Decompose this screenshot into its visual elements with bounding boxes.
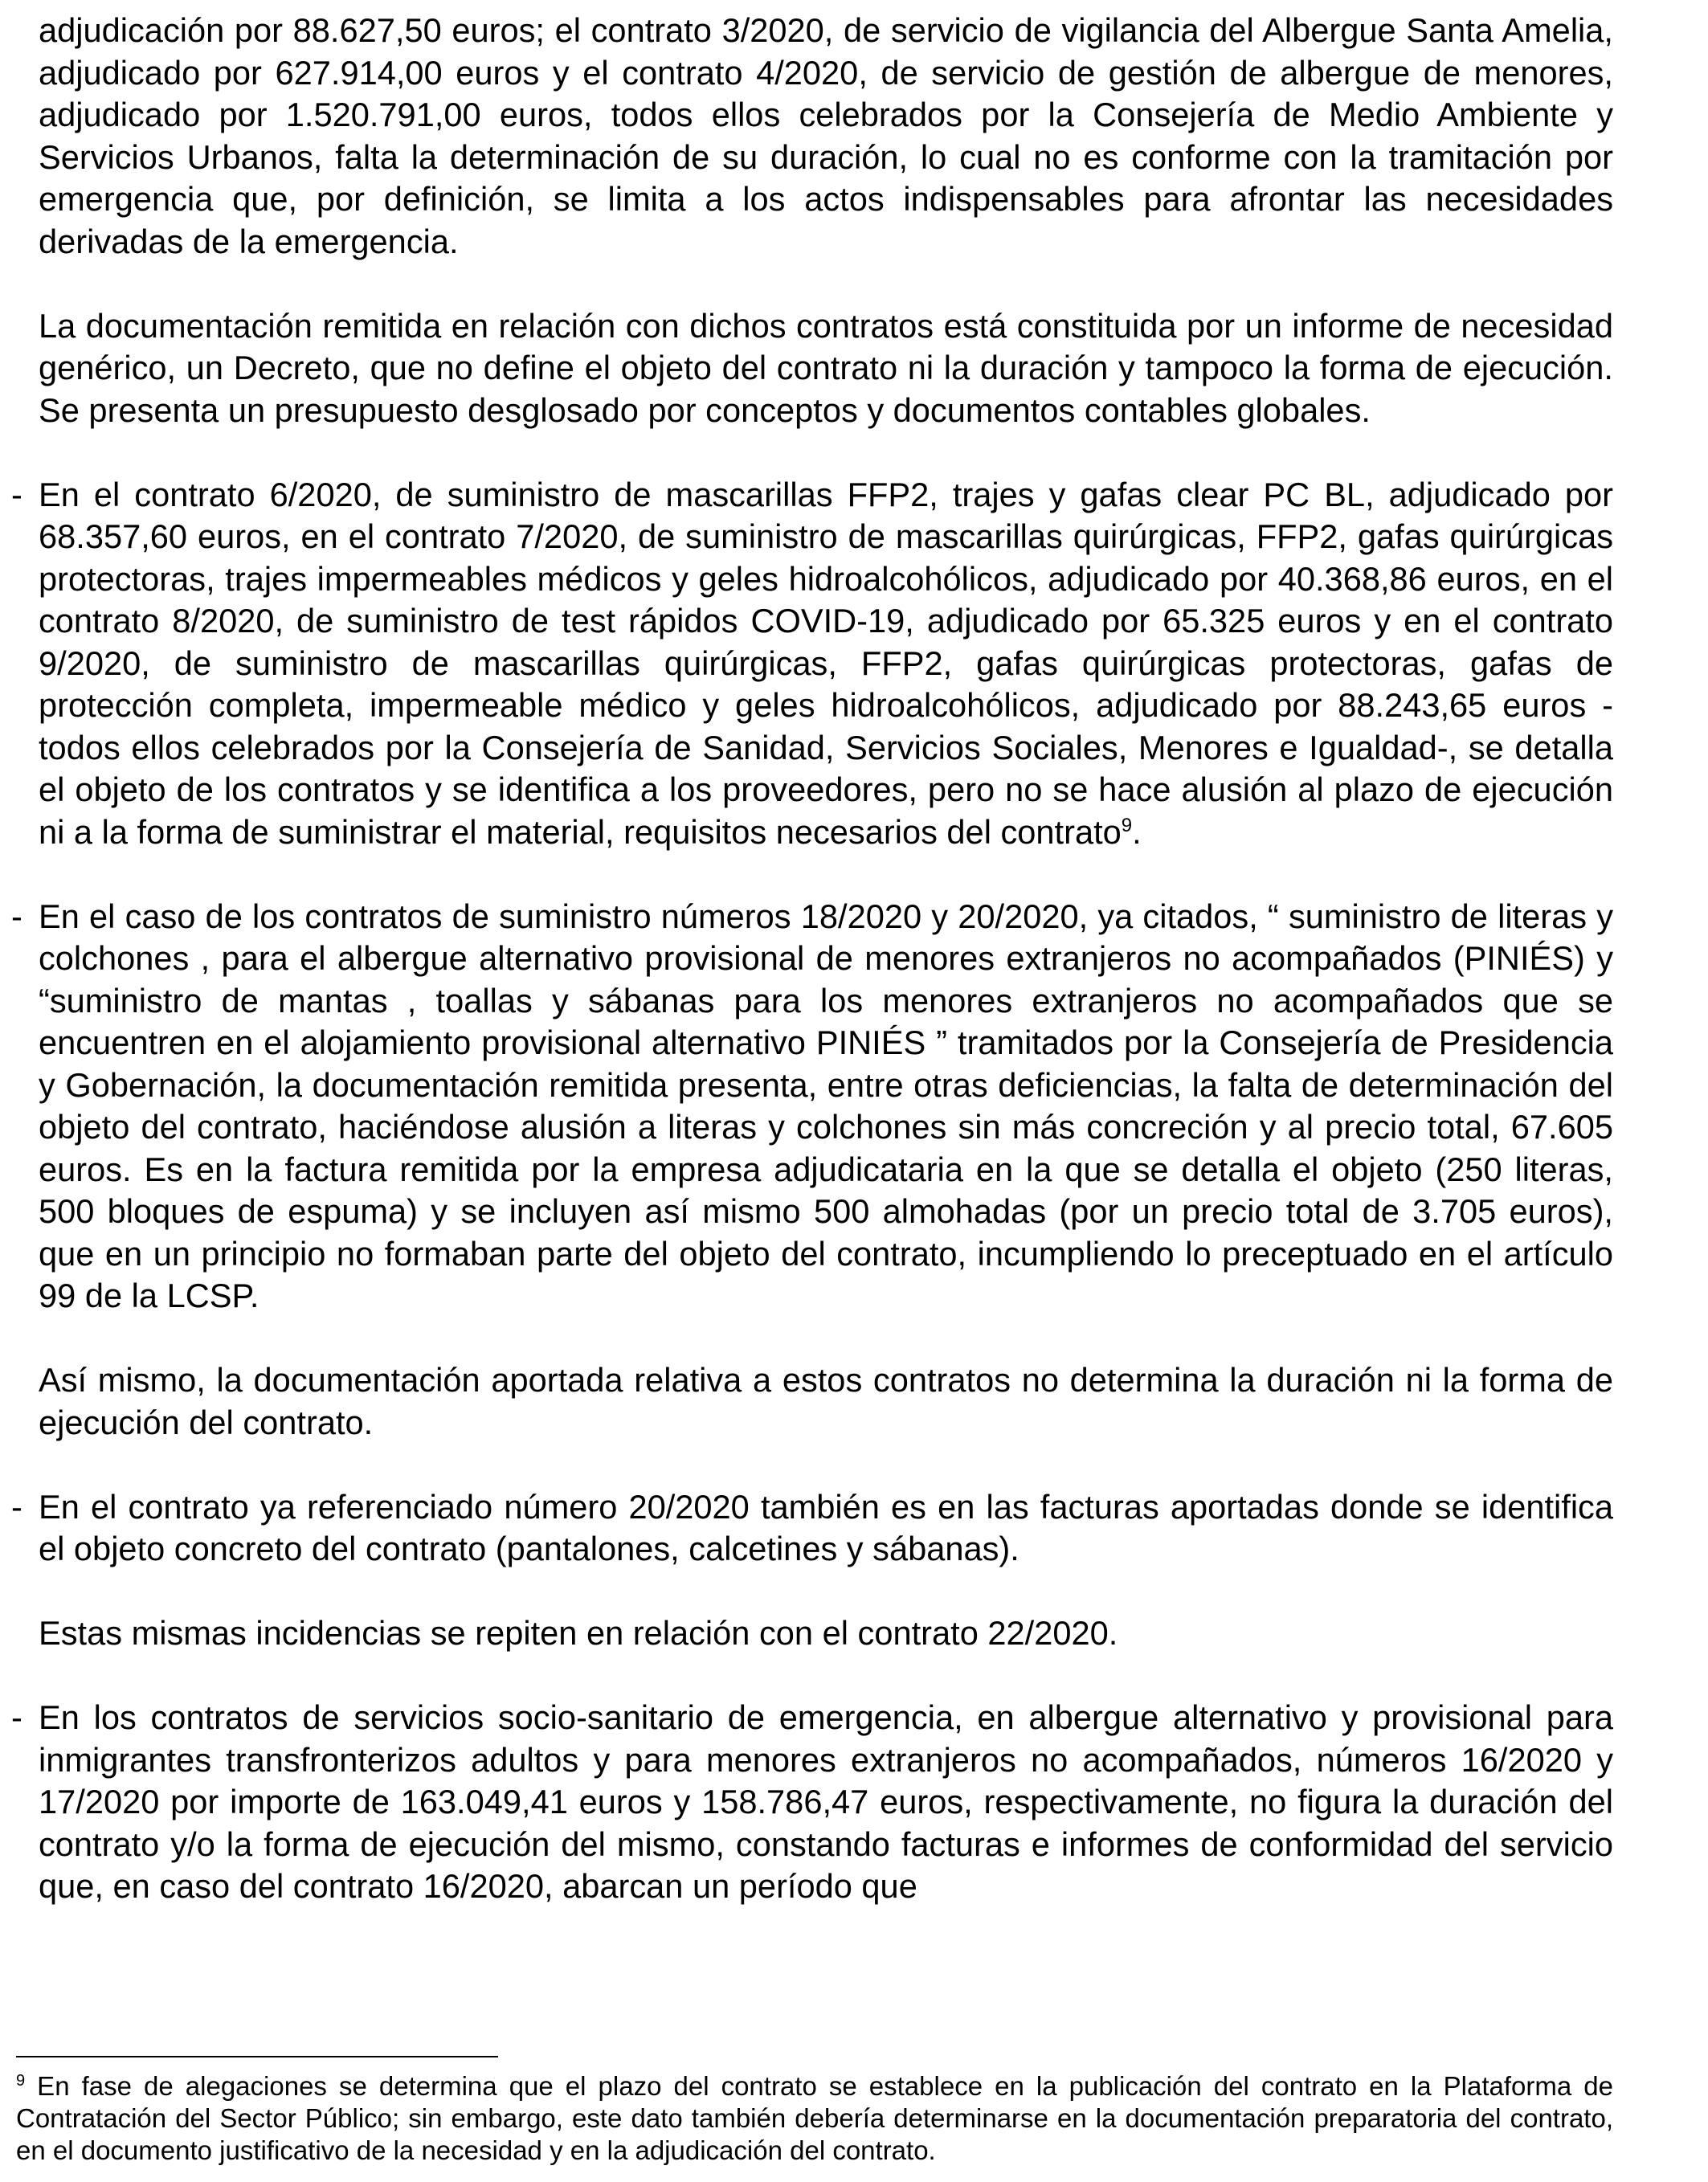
paragraph-contract-22-2020: Estas mismas incidencias se repiten en relación con el contrato 22/2020.	[39, 1614, 1118, 1652]
footnote-separator	[16, 2056, 498, 2057]
list-dash: -	[11, 475, 22, 513]
paragraph-emergency-duration: adjudicación por 88.627,50 euros; el contrato 3/2020, de servicio de vigilancia del Albergue Santa Amelia, adjudicado por 627.914,00 euros y el contrato 4/2020, de servicio de gestión de albergue de menores, adjudicado por 1.520.791,00 euros, todos ellos celebrados por la Consejería de Medio Ambiente y Servicios Urbanos, falta la determinación de su duración, lo cual no es conforme con la tramitación por emergencia que, por definición, se limita a los actos indispensables para afrontar las necesidades derivadas de la emergencia.	[39, 11, 1613, 260]
list-item-contract-20-2020	[11, 1486, 1613, 1571]
list-item-text: En el contrato ya referenciado número 20/2020 también es en las facturas aportadas donde se identifica el objeto concreto del contrato (pantalones, calcetines y sábanas).	[39, 1487, 1613, 1567]
list-item-text-end: .	[1132, 812, 1142, 851]
document-body	[11, 10, 1613, 1950]
footnote-text: En fase de alegaciones se determina que el plazo del contrato se establece en la publicación del contrato en la Plataforma de Contratación del Sector Público; sin embargo, este dato también debería determinarse en la documentación preparatoria del contrato, en el documento justificativo de la necesidad y en la adjudicación del contrato.	[16, 2071, 1613, 2165]
paragraph-execution-form: Así mismo, la documentación aportada relativa a estos contratos no determina la duración ni la forma de ejecución del contrato.	[39, 1361, 1613, 1441]
footnote-number: 9	[16, 2072, 26, 2090]
list-item-text: En el caso de los contratos de suministro números 18/2020 y 20/2020, ya citados, “ suministro de literas y colchones , para el albergue alternativo provisional de menores extranjeros no acompañados (PINIÉS) y “suministro de mantas , toallas y sábanas para los menores extranjeros no acompañados que se encuentren en el alojamiento provisional alternativo PINIÉS ” tramitados por la Consejería de Presidencia y Gobernación, la documentación remitida presenta, entre otras deficiencias, la falta de determinación del objeto del contrato, haciéndose alusión a literas y colchones sin más concreción y al precio total, 67.605 euros. Es en la factura remitida por la empresa adjudicataria en la que se detalla el objeto (250 literas, 500 bloques de espuma) y se incluyen así mismo 500 almohadas (por un precio total de 3.705 euros), que en un principio no formaban parte del objeto del contrato, incumpliendo lo preceptuado en el artículo 99 de la LCSP.	[39, 897, 1613, 1314]
list-dash: -	[11, 1698, 22, 1736]
paragraph-documentation: La documentación remitida en relación con dichos contratos está constituida por un informe de necesidad genérico, un Decreto, que no define el objeto del contrato ni la duración y tampoco la forma de ejecución. Se presenta un presupuesto desglosado por conceptos y documentos contables globales.	[39, 306, 1613, 429]
footnote	[16, 2070, 1613, 2167]
footnote-reference[interactable]: 9	[1121, 814, 1133, 836]
list-item-socio-sanitario-contracts	[11, 1697, 1613, 1908]
list-dash: -	[11, 1487, 22, 1526]
list-item-text: En los contratos de servicios socio-sanitario de emergencia, en albergue alternativo y provisional para inmigrantes transfronterizos adultos y para menores extranjeros no acompañados, números 16/2020 y 17/2020 por importe de 163.049,41 euros y 158.786,47 euros, respectivamente, no figura la duración del contrato y/o la forma de ejecución del mismo, constando facturas e informes de conformidad del servicio que, en caso del contrato 16/2020, abarcan un período que	[39, 1698, 1613, 1905]
list-item-text: En el contrato 6/2020, de suministro de mascarillas FFP2, trajes y gafas clear PC BL, adjudicado por 68.357,60 euros, en el contrato 7/2020, de suministro de mascarillas quirúrgicas, FFP2, gafas quirúrgicas protectoras, trajes impermeables médicos y geles hidroalcohólicos, adjudicado por 40.368,86 euros, en el contrato 8/2020, de suministro de test rápidos COVID-19, adjudicado por 65.325 euros y en el contrato 9/2020, de suministro de mascarillas quirúrgicas, FFP2, gafas quirúrgicas protectoras, gafas de protección completa, impermeable médico y geles hidroalcohólicos, adjudicado por 88.243,65 euros -todos ellos celebrados por la Consejería de Sanidad, Servicios Sociales, Menores e Igualdad-, se detalla el objeto de los contratos y se identifica a los proveedores, pero no se hace alusión al plazo de ejecución ni a la forma de suministrar el material, requisitos necesarios del contrato	[39, 475, 1613, 851]
list-item-suministro-contracts	[11, 896, 1613, 1318]
list-dash: -	[11, 897, 22, 935]
list-item-sanidad-contracts	[11, 474, 1613, 854]
